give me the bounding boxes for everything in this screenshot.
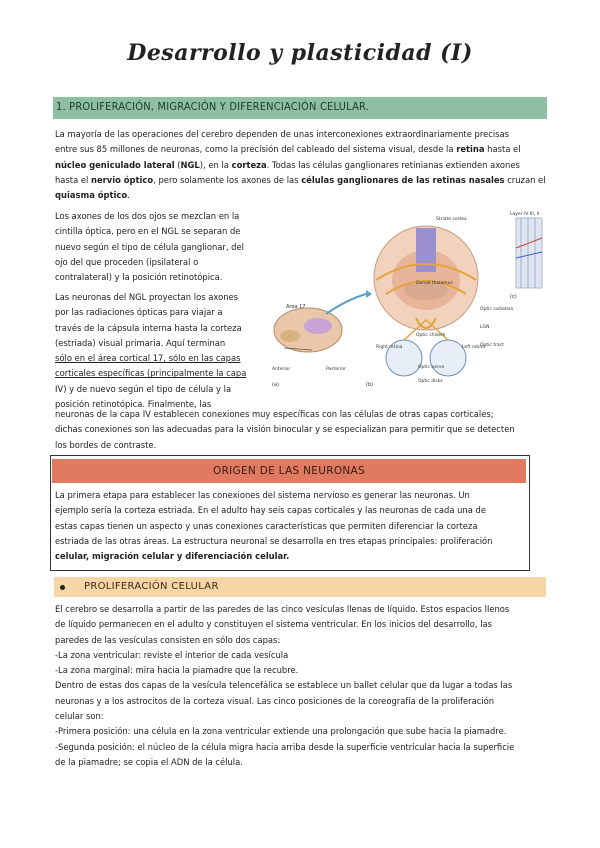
label-optic-chiasm: Optic chiasm (416, 333, 446, 338)
text-line: (estriada) visual primaria. Aquí terminan (55, 337, 226, 348)
text-line: contralateral) y la posición retinotópica. (55, 272, 223, 283)
text-line: los bordes de contraste. (55, 439, 157, 450)
text-line: IV) y de nuevo según el tipo de célula y la (55, 383, 232, 394)
text-line: cintilla óptica, pero en el NGL se separan de (55, 226, 241, 237)
label-c: (c) (510, 294, 517, 300)
text-line: Dentro de estas dos capas de la vesícula telencefálica se establece un ballet celular que da lugar a todas las (55, 680, 513, 691)
text-line: -La zona ventricular: reviste el interior de cada vesícula (55, 649, 289, 660)
box-paragraph (55, 488, 523, 564)
cortex-paragraph (55, 407, 550, 453)
text-line: celular, migración celular y diferenciación celular. (55, 551, 290, 562)
text-line: de líquido permanecen en el adulto y constituyen el sistema ventricular. En los inicios del desarrollo, las (55, 619, 493, 630)
text-line: Las neuronas del NGL proyectan los axones (55, 292, 239, 302)
bullet-icon (60, 585, 65, 590)
text-line: nuevo según el tipo de célula ganglionar, del (55, 241, 244, 252)
axon-paragraph (55, 209, 265, 285)
label-lgn: LGN (480, 325, 490, 330)
ngl-paragraph (55, 290, 265, 412)
text-line: quiasma óptico. (55, 190, 130, 201)
text-line: ejemplo sería la corteza estriada. En el adulto hay seis capas corticales y las neuronas de cada una de (55, 505, 486, 516)
text-line: posición retinotópica. Finalmente, las (55, 399, 212, 410)
label-posterior: Posterior (326, 367, 346, 372)
subsection-heading: PROLIFERACIÓN CELULAR (84, 581, 219, 592)
box-heading: ORIGEN DE LAS NEURONAS (213, 465, 365, 477)
label-a: (a) (272, 382, 279, 388)
label-area17: Area 17 (286, 304, 306, 310)
label-optic-tract: Optic tract (480, 343, 504, 348)
brain-illustration-a (274, 308, 342, 352)
page-title: Desarrollo y plasticidad (I) (127, 40, 473, 66)
text-line: estriada de las otras áreas. La estructura neuronal se desarrolla en tres etapas principales: proliferación (55, 535, 493, 546)
label-b: (b) (366, 382, 374, 388)
text-line: ojo del que proceden (ipsilateral o (55, 256, 199, 267)
text-line: La primera etapa para establecer las conexiones del sistema nervioso es generar las neuronas. Un (55, 490, 470, 500)
label-dorsal: Dorsal thalamus (416, 281, 453, 286)
label-optic-radiation: Optic radiation (480, 307, 514, 312)
text-line: neuronas de la capa IV establecen conexiones muy específicas con las células de otras capas corticales; (55, 409, 494, 419)
intro-paragraph (55, 127, 550, 203)
text-line: -La zona marginal: mira hacia la piamadre que la recubre. (55, 665, 299, 676)
section-heading: 1. PROLIFERACIÓN, MIGRACIÓN Y DIFERENCIACIÓN CELULAR. (56, 100, 370, 113)
text-line: de la piamadre; se copia el ADN de la célula. (55, 756, 243, 767)
text-line: El cerebro se desarrolla a partir de las paredes de las cinco vesículas llenas de líquido. Estos espacios llenos (55, 604, 510, 614)
text-line: neuronas y a los astrocitos de la corteza visual. Las cinco posiciones de la coreografía de la proliferación (55, 695, 495, 706)
text-line: -Segunda posición: el núcleo de la célula migra hacia arriba desde la superficie ventricular hacia la superficie (55, 741, 515, 752)
visual-pathway-figure (266, 208, 550, 394)
text-line: hasta el nervio óptico, pero solamente los axones de las células ganglionares de las retinas nasales cruzan el (55, 174, 546, 185)
label-optic-nerve: Optic nerve (418, 365, 445, 370)
text-line: sólo en el área cortical 17, sólo en las capas (55, 353, 241, 364)
label-optic-disks: Optic disks (418, 379, 443, 384)
text-line: corticales específicas (principalmente la capa (55, 368, 247, 379)
text-line: La mayoría de las operaciones del cerebro dependen de unas interconexiones extraordinariamente precisas (55, 129, 510, 139)
text-line: través de la cápsula interna hasta la corteza (55, 322, 242, 333)
text-line: dichas conexiones son las adecuadas para la visión binocular y se especializan para permitir que se detecten (55, 424, 515, 435)
text-line: -Primera posición: una célula en la zona ventricular extiende una prolongación que sube hacia la piamadre. (55, 726, 507, 737)
text-line: por las radiaciones ópticas para viajar a (55, 307, 223, 318)
brain-section-b (374, 226, 478, 330)
label-striate: Striate cortex (436, 217, 467, 222)
text-line: estas capas tienen un aspecto y unas conexiones características que permiten diferenciar la corteza (55, 520, 478, 531)
text-line: celular son: (55, 711, 104, 722)
cortex-layers-c (516, 218, 542, 288)
text-line: entre sus 85 millones de neuronas, como la precisión del cableado del sistema visual, desde la retina hasta el (55, 144, 521, 155)
text-line: Los axones de los dos ojos se mezclan en la (55, 211, 240, 221)
label-anterior: Anterior (272, 367, 291, 372)
label-left-retina: Left retina (462, 345, 486, 350)
text-line: núcleo geniculado lateral (NGL), en la corteza. Todas las células ganglionares retinianas extienden axones (55, 159, 520, 170)
text-line: paredes de las vesículas consisten en sólo dos capas: (55, 634, 281, 645)
proliferation-paragraph (55, 602, 550, 770)
label-right-retina: Right retina (376, 345, 403, 350)
label-layers: Layer IV III, II (510, 212, 540, 217)
